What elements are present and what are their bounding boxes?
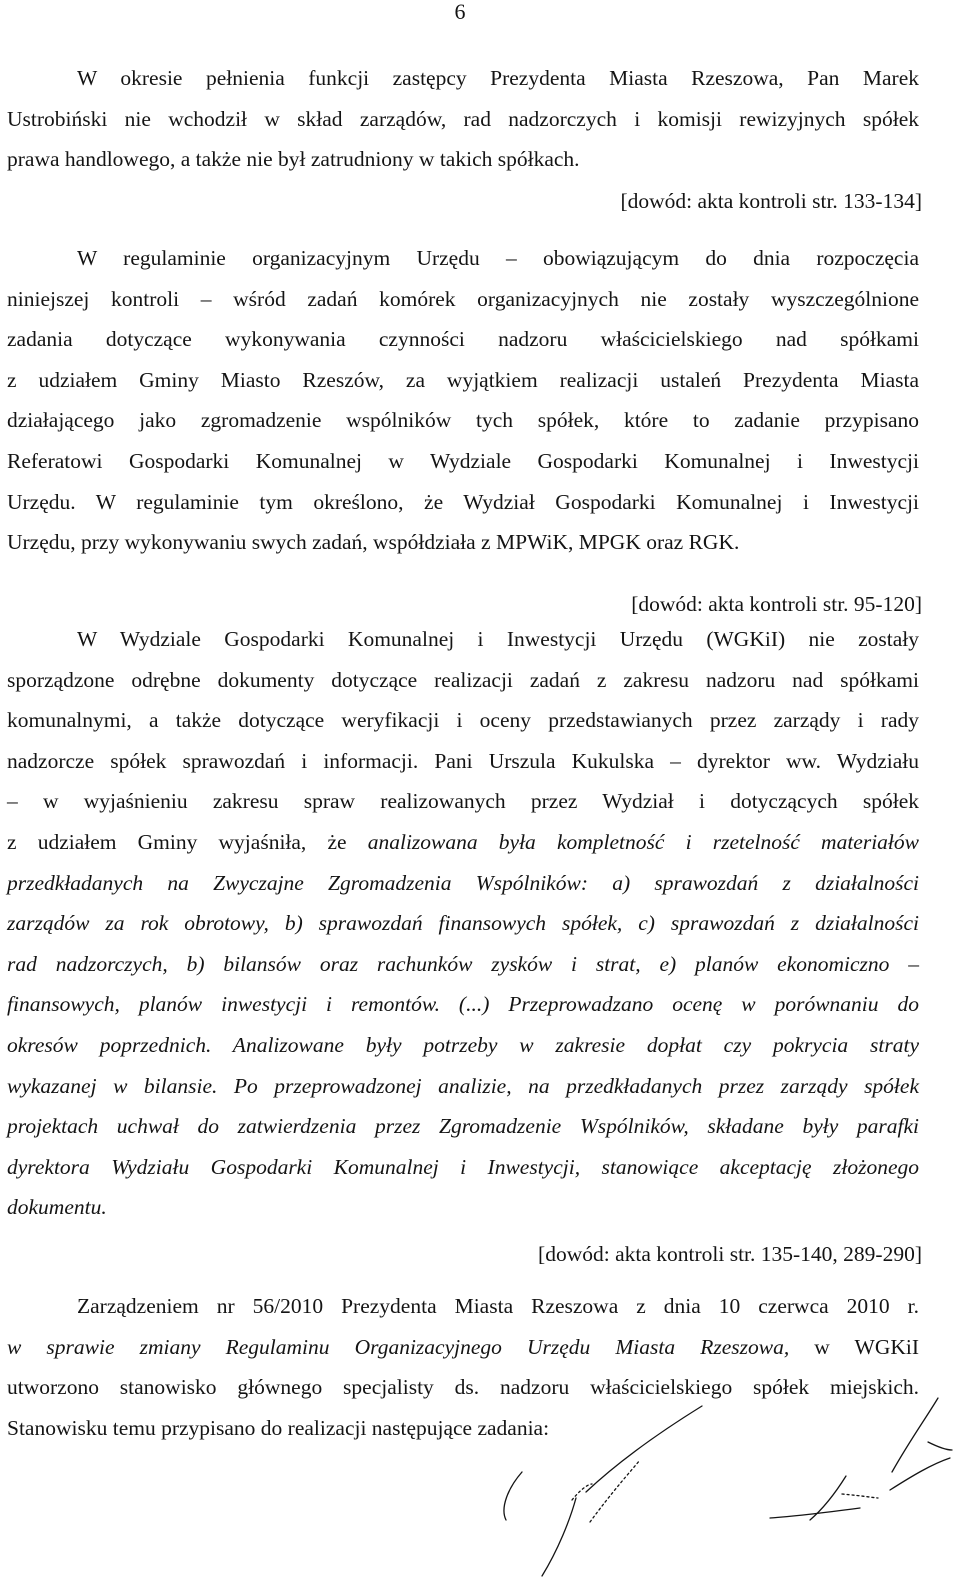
paragraph-1 [7, 58, 919, 180]
text-line: Ustrobiński nie wchodził w skład zarządów, rad nadzorczych i komisji rewizyjnych spółek [7, 106, 919, 131]
quoted-text-line: rad nadzorczych, b) bilansów oraz rachunków zysków i strat, e) planów ekonomiczno – [7, 951, 919, 976]
regulation-title: w sprawie zmiany Regulaminu Organizacyjnego Urzędu Miasta Rzeszowa, [7, 1334, 790, 1359]
text-line [7, 1327, 919, 1368]
quoted-text: analizowana była kompletność i rzetelność materiałów [367, 829, 919, 854]
page-number: 6 [454, 0, 466, 24]
text-line: Referatowi Gospodarki Komunalnej w Wydziale Gospodarki Komunalnej i Inwestycji [7, 448, 919, 473]
text-line: W Wydziale Gospodarki Komunalnej i Inwestycji Urzędu (WGKiI) nie zostały [77, 627, 919, 651]
text-line: prawa handlowego, a także nie był zatrudniony w takich spółkach. [7, 147, 580, 172]
text-line: sporządzone odrębne dokumenty dotyczące realizacji zadań z zakresu nadzoru nad spółkami [7, 667, 919, 692]
text-line: z udziałem Gminy Miasto Rzeszów, za wyjątkiem realizacji ustaleń Prezydenta Miasta [7, 367, 919, 392]
quoted-text-line: projektach uchwał do zatwierdzenia przez Zgromadzenie Wspólników, składane były parafki [7, 1114, 919, 1139]
text-line: – w wyjaśnieniu zakresu spraw realizowanych przez Wydział i dotyczących spółek [7, 789, 919, 814]
text-run: w WGKiI [789, 1334, 920, 1359]
quoted-text-line: przedkładanych na Zwyczajne Zgromadzenia Wspólników: a) sprawozdań z działalności [7, 870, 919, 895]
evidence-citation-2: [dowód: akta kontroli str. 95-120] [631, 592, 922, 616]
text-run: z udziałem Gminy wyjaśniła, że [7, 829, 368, 854]
quoted-text-line: dokumentu. [7, 1195, 107, 1220]
text-line: Stanowisku temu przypisano do realizacji następujące zadania: [7, 1415, 550, 1440]
text-line: Urzędu. W regulaminie tym określono, że Wydział Gospodarki Komunalnej i Inwestycji [7, 489, 919, 514]
text-line: działającego jako zgromadzenie wspólników tych spółek, które to zadanie przypisano [7, 408, 919, 433]
text-line: niniejszej kontroli – wśród zadań komórek organizacyjnych nie zostały wyszczególnione [7, 286, 919, 311]
quoted-text-line: zarządów za rok obrotowy, b) sprawozdań finansowych spółek, c) sprawozdań z działalności [7, 911, 919, 936]
quoted-text-line: dyrektora Wydziału Gospodarki Komunalnej i Inwestycji, stanowiące akceptację złożonego [7, 1154, 919, 1179]
handwritten-initials [480, 1380, 960, 1596]
text-line: Zarządzeniem nr 56/2010 Prezydenta Miasta Rzeszowa z dnia 10 czerwca 2010 r. [77, 1294, 919, 1318]
text-line: komunalnymi, a także dotyczące weryfikacji i oceny przedstawianych przez zarządy i rady [7, 708, 919, 733]
text-line: Urzędu, przy wykonywaniu swych zadań, współdziała z MPWiK, MPGK oraz RGK. [7, 530, 740, 555]
text-line: W regulaminie organizacyjnym Urzędu – obowiązującym do dnia rozpoczęcia [77, 246, 919, 270]
text-line: utworzono stanowisko głównego specjalisty ds. nadzoru właścicielskiego spółek miejskich. [7, 1375, 919, 1400]
text-line: nadzorcze spółek sprawozdań i informacji. Pani Urszula Kukulska – dyrektor ww. Wydziału [7, 748, 919, 773]
text-line: W okresie pełnienia funkcji zastępcy Prezydenta Miasta Rzeszowa, Pan Marek [77, 66, 919, 90]
text-line: zadania dotyczące wykonywania czynności nadzoru właścicielskiego nad spółkami [7, 327, 919, 352]
quoted-text-line: wykazanej w bilansie. Po przeprowadzonej analizie, na przedkładanych przez zarządy spółek [7, 1073, 919, 1098]
quoted-text-line: okresów poprzednich. Analizowane były potrzeby w zakresie dopłat czy pokrycia straty [7, 1032, 919, 1057]
paragraph-2 [7, 238, 919, 563]
text-line [7, 822, 919, 863]
quoted-text-line: finansowych, planów inwestycji i remontów. (...) Przeprowadzano ocenę w porównaniu do [7, 992, 919, 1017]
evidence-citation-1: [dowód: akta kontroli str. 133-134] [620, 189, 922, 213]
evidence-citation-3: [dowód: akta kontroli str. 135-140, 289-290] [538, 1242, 922, 1266]
paragraph-3 [7, 619, 919, 1228]
